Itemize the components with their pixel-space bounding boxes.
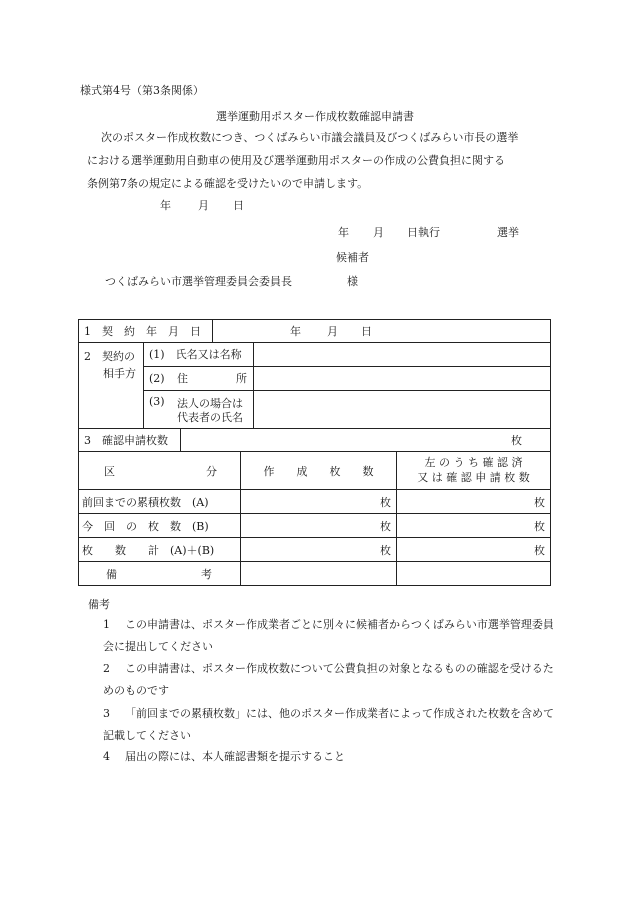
contract-year: 年 xyxy=(290,325,301,338)
row-current-unit1: 枚 xyxy=(380,519,391,533)
row-total-unit2: 枚 xyxy=(534,543,545,557)
note-item-3 xyxy=(103,703,563,747)
intro-line-1: 次のポスター作成枚数につき、つくばみらい市議会議員及びつくばみらい市長の選挙 xyxy=(101,131,519,144)
addressee-name: つくばみらい市選挙管理委員会委員長 xyxy=(105,275,292,288)
intro-line-3: 条例第7条の規定による確認を受けたいので申請します。 xyxy=(87,177,369,190)
counterparty-address-num: (2) xyxy=(149,371,165,385)
application-year: 年 xyxy=(160,199,171,212)
requested-count-unit: 枚 xyxy=(511,434,522,447)
counterparty-address-a: 住 xyxy=(177,372,188,385)
row-previous-unit1: 枚 xyxy=(380,495,391,509)
note-number: 3 xyxy=(103,707,110,720)
election-year: 年 xyxy=(338,226,349,239)
row-previous-label: 前回までの累積枚数 (A) xyxy=(82,495,209,509)
counterparty-name-label: (1) 氏名又は名称 xyxy=(149,348,242,361)
col-kakunin-b: 又 は 確 認 申 請 枚 数 xyxy=(417,471,530,484)
col-kakunin-a: 左 の う ち 確 認 済 xyxy=(424,456,523,469)
note-item-4 xyxy=(103,746,563,768)
counterparty-label-b: 相手方 xyxy=(103,367,136,380)
row-remarks-label-a: 備 xyxy=(106,567,117,581)
row-current-label: 今 回 の 枚 数 (B) xyxy=(82,519,209,533)
document-title: 選挙運動用ポスター作成枚数確認申請書 xyxy=(216,110,414,123)
col-kubun-b: 分 xyxy=(206,464,217,478)
election-day-exec: 日執行 xyxy=(407,226,440,239)
col-sakusei: 作 成 枚 数 xyxy=(263,464,374,478)
addressee-honorific: 様 xyxy=(347,275,358,288)
election-month: 月 xyxy=(373,226,384,239)
notes-heading: 備考 xyxy=(88,598,110,611)
requested-count-label: 3 確認申請枚数 xyxy=(84,434,168,447)
row-current-unit2: 枚 xyxy=(534,519,545,533)
application-day: 日 xyxy=(233,199,244,212)
contract-day: 日 xyxy=(361,325,372,338)
note-text: この申請書は、ポスター作成業者ごとに別々に候補者からつくばみらい市選挙管理委員会に提出してください xyxy=(103,618,554,653)
note-text: 「前回までの累積枚数」には、他のポスター作成業者によって作成された枚数を含めて記載してください xyxy=(103,707,554,742)
counterparty-address-b: 所 xyxy=(236,372,247,385)
contract-month: 月 xyxy=(327,325,338,338)
row-total-label: 枚 数 計 (A)＋(B) xyxy=(82,543,215,557)
row-previous-unit2: 枚 xyxy=(534,495,545,509)
row-remarks-label-b: 考 xyxy=(201,567,212,581)
candidate-label: 候補者 xyxy=(336,251,369,264)
note-item-2 xyxy=(103,658,563,702)
contract-date-label: 1 契 約 年 月 日 xyxy=(84,325,201,338)
election-label: 選挙 xyxy=(497,226,519,239)
note-text: この申請書は、ポスター作成枚数について公費負担の対象となるものの確認を受けるためのものです xyxy=(103,662,554,697)
intro-line-2: における選挙運動用自動車の使用及び選挙運動用ポスターの作成の公費負担に関する xyxy=(87,154,505,167)
counterparty-rep-a: 法人の場合は xyxy=(177,397,243,410)
form-number: 様式第4号（第3条関係） xyxy=(80,84,204,97)
application-month: 月 xyxy=(198,199,209,212)
counterparty-label-a: 2 契約の xyxy=(84,350,135,363)
note-number: 4 xyxy=(103,750,110,763)
counterparty-rep-b: 代表者の氏名 xyxy=(177,411,243,424)
note-text: 届出の際には、本人確認書類を提示すること xyxy=(125,750,345,763)
counterparty-rep-num: (3) xyxy=(149,395,165,408)
row-total-unit1: 枚 xyxy=(380,543,391,557)
note-number: 1 xyxy=(103,618,110,631)
col-kubun-a: 区 xyxy=(104,464,115,478)
note-item-1 xyxy=(103,614,563,658)
note-number: 2 xyxy=(103,662,110,675)
